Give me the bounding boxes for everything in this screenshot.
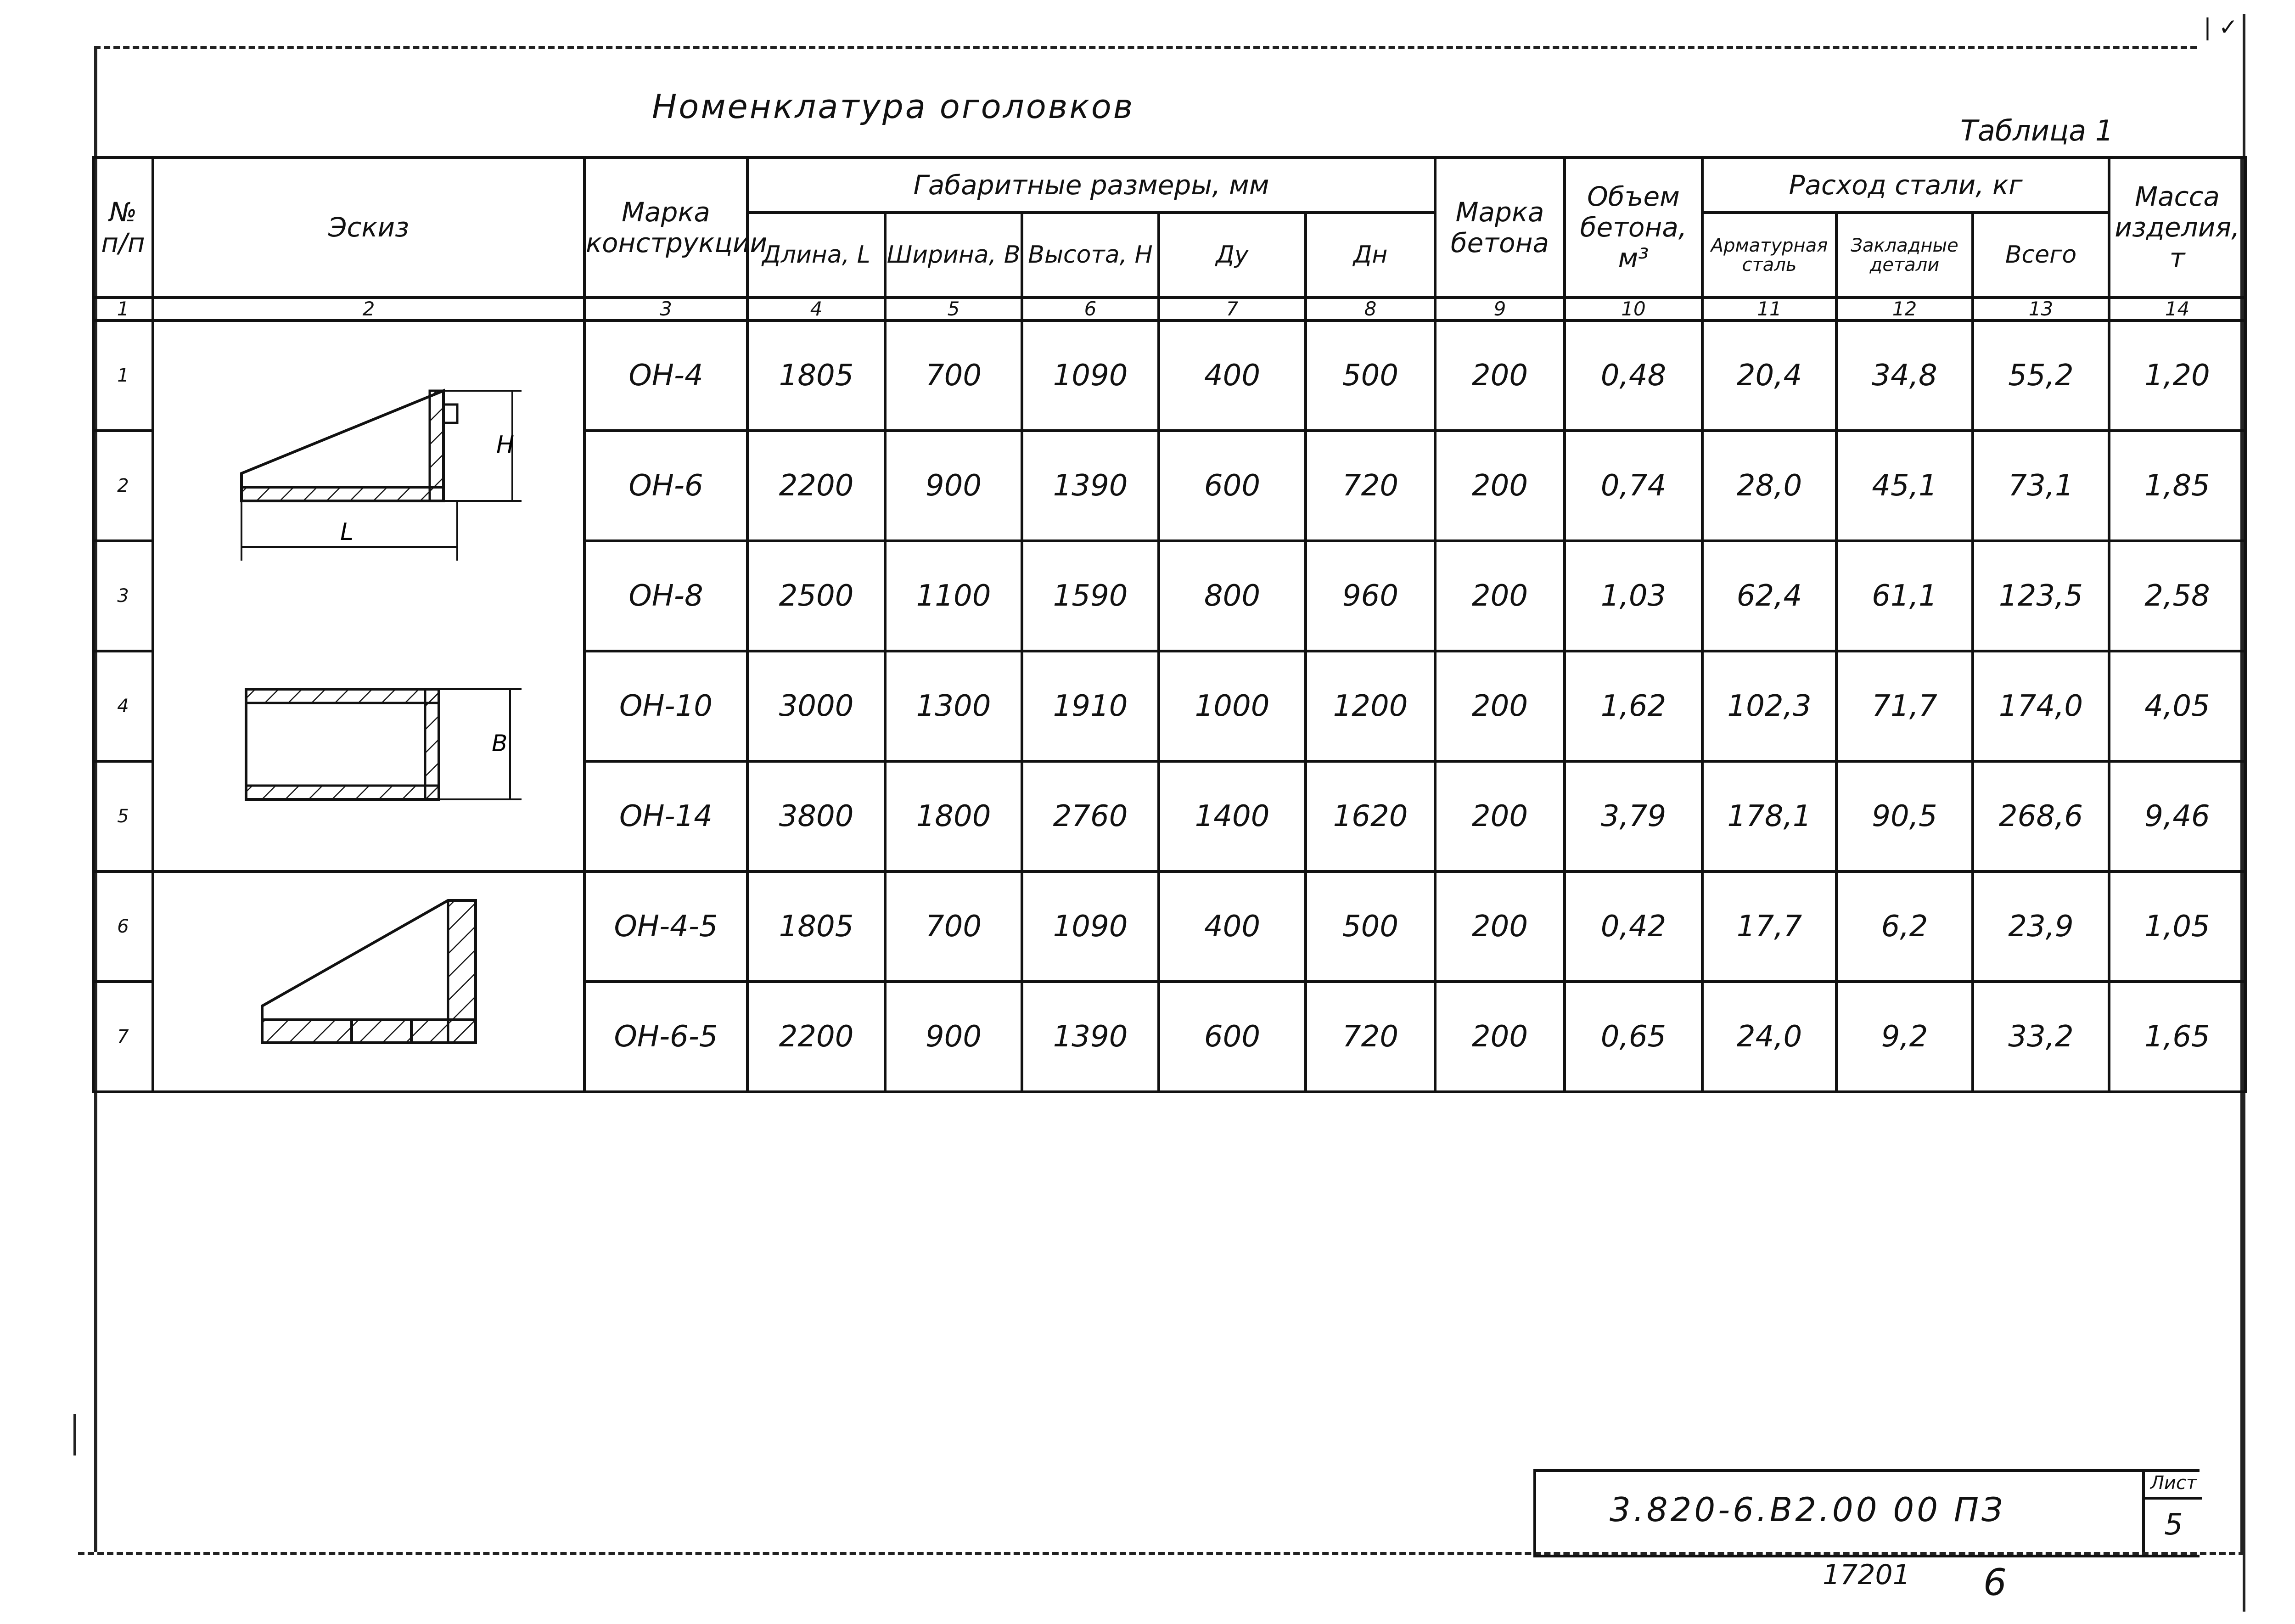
table-row (93, 871, 2245, 982)
column-number: 7 (1159, 298, 1306, 320)
column-number: 1 (93, 298, 153, 320)
mass-cell: 1,05 (2109, 871, 2245, 982)
mark-cell: ОН-4 (584, 320, 747, 431)
header-concrete-grade: Марка бетона (1435, 157, 1565, 298)
sketch-drawing-5 (154, 873, 586, 1093)
grade-cell: 200 (1435, 871, 1565, 982)
dn-cell: 1620 (1306, 761, 1435, 871)
row-number: 2 (93, 431, 153, 541)
rebar-cell: 17,7 (1702, 871, 1836, 982)
total-cell: 55,2 (1973, 320, 2109, 431)
header-mark: Марка конструкции (584, 157, 747, 298)
column-number: 4 (747, 298, 885, 320)
height-cell: 1910 (1022, 651, 1159, 761)
dn-cell: 720 (1306, 982, 1435, 1092)
page-number: 6 (1983, 1561, 2007, 1604)
sheet-label: Лист (2145, 1469, 2202, 1500)
mass-cell: 1,20 (2109, 320, 2245, 431)
header-steel: Расход стали, кг (1702, 157, 2109, 213)
dn-cell: 720 (1306, 431, 1435, 541)
du-cell: 800 (1159, 541, 1306, 651)
dn-cell: 500 (1306, 871, 1435, 982)
rebar-cell: 28,0 (1702, 431, 1836, 541)
grade-cell: 200 (1435, 761, 1565, 871)
volume-cell: 0,65 (1565, 982, 1702, 1092)
height-cell: 1090 (1022, 871, 1159, 982)
header-du: Ду (1159, 213, 1306, 298)
width-cell: 1300 (885, 651, 1022, 761)
du-cell: 400 (1159, 871, 1306, 982)
width-cell: 900 (885, 982, 1022, 1092)
page-title: Номенклатура оголовков (652, 87, 1135, 126)
embedded-cell: 71,7 (1836, 651, 1973, 761)
embedded-cell: 9,2 (1836, 982, 1973, 1092)
frame-top-line (94, 46, 2197, 49)
header-embedded: Закладные детали (1836, 213, 1973, 298)
dimension-label-h: H (496, 431, 515, 459)
sketch-oh-standard (153, 320, 584, 871)
du-cell: 1400 (1159, 761, 1306, 871)
total-cell: 123,5 (1973, 541, 2109, 651)
embedded-cell: 34,8 (1836, 320, 1973, 431)
length-cell: 1805 (747, 871, 885, 982)
volume-cell: 1,62 (1565, 651, 1702, 761)
embedded-cell: 45,1 (1836, 431, 1973, 541)
width-cell: 700 (885, 320, 1022, 431)
dn-cell: 500 (1306, 320, 1435, 431)
column-number: 12 (1836, 298, 1973, 320)
header-width: Ширина, B (885, 213, 1022, 298)
grade-cell: 200 (1435, 431, 1565, 541)
header-row-no: № п/п (93, 157, 153, 298)
mass-cell: 4,05 (2109, 651, 2245, 761)
column-number: 8 (1306, 298, 1435, 320)
mark-cell: ОН-10 (584, 651, 747, 761)
row-number: 1 (93, 320, 153, 431)
du-cell: 1000 (1159, 651, 1306, 761)
embedded-cell: 61,1 (1836, 541, 1973, 651)
column-number: 10 (1565, 298, 1702, 320)
dn-cell: 960 (1306, 541, 1435, 651)
mark-cell: ОН-14 (584, 761, 747, 871)
total-cell: 174,0 (1973, 651, 2109, 761)
header-concrete-volume: Объем бетона, м³ (1565, 157, 1702, 298)
grade-cell: 200 (1435, 320, 1565, 431)
row-number: 4 (93, 651, 153, 761)
embedded-cell: 90,5 (1836, 761, 1973, 871)
title-block (1533, 1469, 2200, 1557)
column-number: 6 (1022, 298, 1159, 320)
row-number: 3 (93, 541, 153, 651)
column-number: 9 (1435, 298, 1565, 320)
width-cell: 1100 (885, 541, 1022, 651)
height-cell: 1590 (1022, 541, 1159, 651)
column-number: 14 (2109, 298, 2245, 320)
table-row (93, 320, 2245, 431)
header-height: Высота, H (1022, 213, 1159, 298)
width-cell: 700 (885, 871, 1022, 982)
grade-cell: 200 (1435, 541, 1565, 651)
row-number: 6 (93, 871, 153, 982)
mark-cell: ОН-6-5 (584, 982, 747, 1092)
length-cell: 1805 (747, 320, 885, 431)
embedded-cell: 6,2 (1836, 871, 1973, 982)
dimension-label-l: L (340, 518, 354, 546)
length-cell: 3000 (747, 651, 885, 761)
column-number: 5 (885, 298, 1022, 320)
rebar-cell: 20,4 (1702, 320, 1836, 431)
mass-cell: 9,46 (2109, 761, 2245, 871)
header-mass: Масса изделия, т (2109, 157, 2245, 298)
width-cell: 1800 (885, 761, 1022, 871)
sketch-drawing-standard (154, 322, 586, 873)
height-cell: 1390 (1022, 431, 1159, 541)
dn-cell: 1200 (1306, 651, 1435, 761)
mass-cell: 2,58 (2109, 541, 2245, 651)
sheet-number: 5 (2164, 1508, 2183, 1542)
total-cell: 33,2 (1973, 982, 2109, 1092)
header-dn: Дн (1306, 213, 1435, 298)
du-cell: 600 (1159, 431, 1306, 541)
volume-cell: 0,48 (1565, 320, 1702, 431)
width-cell: 900 (885, 431, 1022, 541)
inventory-number: 17201 (1823, 1559, 1910, 1591)
column-number: 11 (1702, 298, 1836, 320)
height-cell: 1090 (1022, 320, 1159, 431)
corner-mark: | ✓ (2204, 14, 2238, 40)
sheet-box (2142, 1469, 2202, 1552)
length-cell: 2500 (747, 541, 885, 651)
mass-cell: 1,85 (2109, 431, 2245, 541)
volume-cell: 0,42 (1565, 871, 1702, 982)
grade-cell: 200 (1435, 982, 1565, 1092)
frame-tick-mark (73, 1414, 76, 1455)
header-sketch: Эскиз (153, 157, 584, 298)
mark-cell: ОН-8 (584, 541, 747, 651)
header-rebar: Арматурная сталь (1702, 213, 1836, 298)
table-label: Таблица 1 (1960, 114, 2114, 147)
length-cell: 2200 (747, 431, 885, 541)
column-number: 3 (584, 298, 747, 320)
rebar-cell: 102,3 (1702, 651, 1836, 761)
total-cell: 268,6 (1973, 761, 2109, 871)
row-number: 5 (93, 761, 153, 871)
volume-cell: 1,03 (1565, 541, 1702, 651)
header-length: Длина, L (747, 213, 885, 298)
drawing-code: 3.820-6.В2.00 00 ПЗ (1610, 1490, 2006, 1529)
sketch-oh-5 (153, 871, 584, 1092)
rebar-cell: 178,1 (1702, 761, 1836, 871)
mass-cell: 1,65 (2109, 982, 2245, 1092)
length-cell: 3800 (747, 761, 885, 871)
rebar-cell: 62,4 (1702, 541, 1836, 651)
row-number: 7 (93, 982, 153, 1092)
column-number: 2 (153, 298, 584, 320)
dimension-label-b: B (492, 730, 508, 757)
volume-cell: 3,79 (1565, 761, 1702, 871)
volume-cell: 0,74 (1565, 431, 1702, 541)
column-number: 13 (1973, 298, 2109, 320)
mark-cell: ОН-4-5 (584, 871, 747, 982)
du-cell: 400 (1159, 320, 1306, 431)
nomenclature-table (92, 156, 2247, 1093)
total-cell: 23,9 (1973, 871, 2109, 982)
height-cell: 2760 (1022, 761, 1159, 871)
total-cell: 73,1 (1973, 431, 2109, 541)
height-cell: 1390 (1022, 982, 1159, 1092)
header-total: Всего (1973, 213, 2109, 298)
rebar-cell: 24,0 (1702, 982, 1836, 1092)
length-cell: 2200 (747, 982, 885, 1092)
mark-cell: ОН-6 (584, 431, 747, 541)
header-dimensions: Габаритные размеры, мм (747, 157, 1435, 213)
du-cell: 600 (1159, 982, 1306, 1092)
grade-cell: 200 (1435, 651, 1565, 761)
